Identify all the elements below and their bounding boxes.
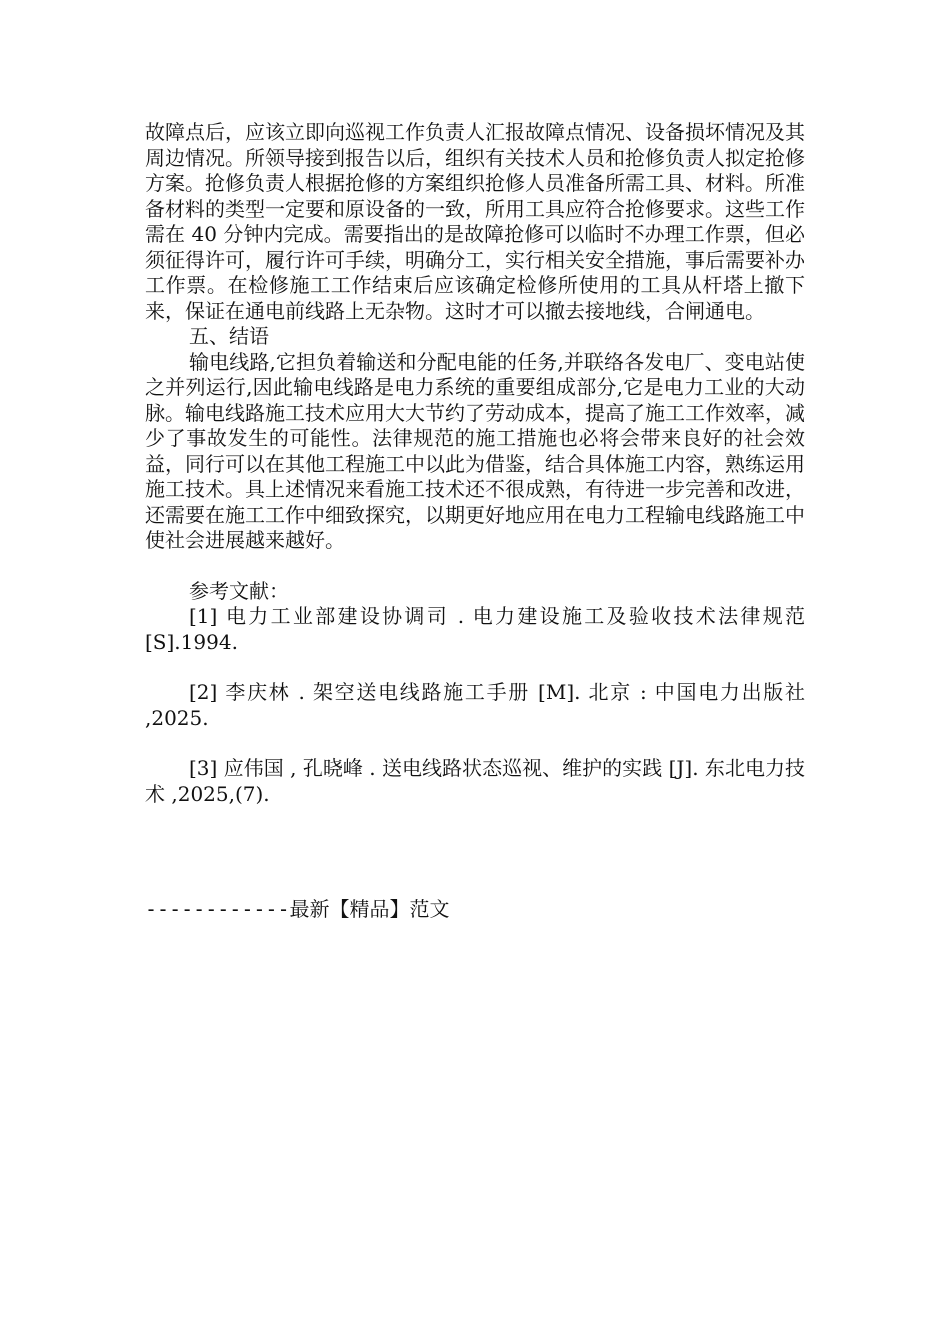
document-body — [145, 120, 805, 807]
reference-item: [1] 电力工业部建设协调司 . 电力建设施工及验收技术法律规范 [S].1994. — [145, 604, 805, 654]
section-heading: 五、结语 — [189, 324, 269, 348]
references-list — [145, 604, 805, 807]
reference-item: [2] 李庆林 . 架空送电线路施工手册 [M]. 北京 : 中国电力出版社 ,2025. — [145, 680, 805, 730]
conclusion-paragraph: 输电线路,它担负着输送和分配电能的任务,并联络各发电厂、变电站使之并列运行,因此输电线路是电力系统的重要组成部分,它是电力工业的大动脉。输电线路施工技术应用大大节约了劳动成本，提高了施工工作效率，减少了事故发生的可能性。法律规范的施工措施也必将会带来良好的社会效益，同行可以在其他工程施工中以此为借鉴，结合具体施工内容，熟练运用施工技术。具上述情况来看施工技术还不很成熟，有待进一步完善和改进，还需要在施工工作中细致探究，以期更好地应用在电力工程输电线路施工中使社会进展越来越好。 — [145, 349, 805, 552]
footer-text: ------------最新【精品】范文 — [145, 897, 450, 921]
continuation-paragraph: 故障点后，应该立即向巡视工作负责人汇报故障点情况、设备损坏情况及其周边情况。所领导接到报告以后，组织有关技术人员和抢修负责人拟定抢修方案。抢修负责人根据抢修的方案组织抢修人员准备所需工具、材料。所准备材料的类型一定要和原设备的一致，所用工具应符合抢修要求。这些工作需在 40 分钟内完成。需要指出的是故障抢修可以临时不办理工作票，但必须征得许可，履行许可手续，明确分工，实行相关安全措施，事后需要补办工作票。在检修施工工作结束后应该确定检修所使用的工具从杆塔上撤下来，保证在通电前线路上无杂物。这时才可以撤去接地线，合闸通电。 — [145, 120, 805, 323]
references-title: 参考文献： — [189, 578, 289, 603]
reference-item: [3] 应伟国 , 孔晓峰 . 送电线路状态巡视、维护的实践 [J]. 东北电力技术 ,2025,(7). — [145, 756, 805, 806]
